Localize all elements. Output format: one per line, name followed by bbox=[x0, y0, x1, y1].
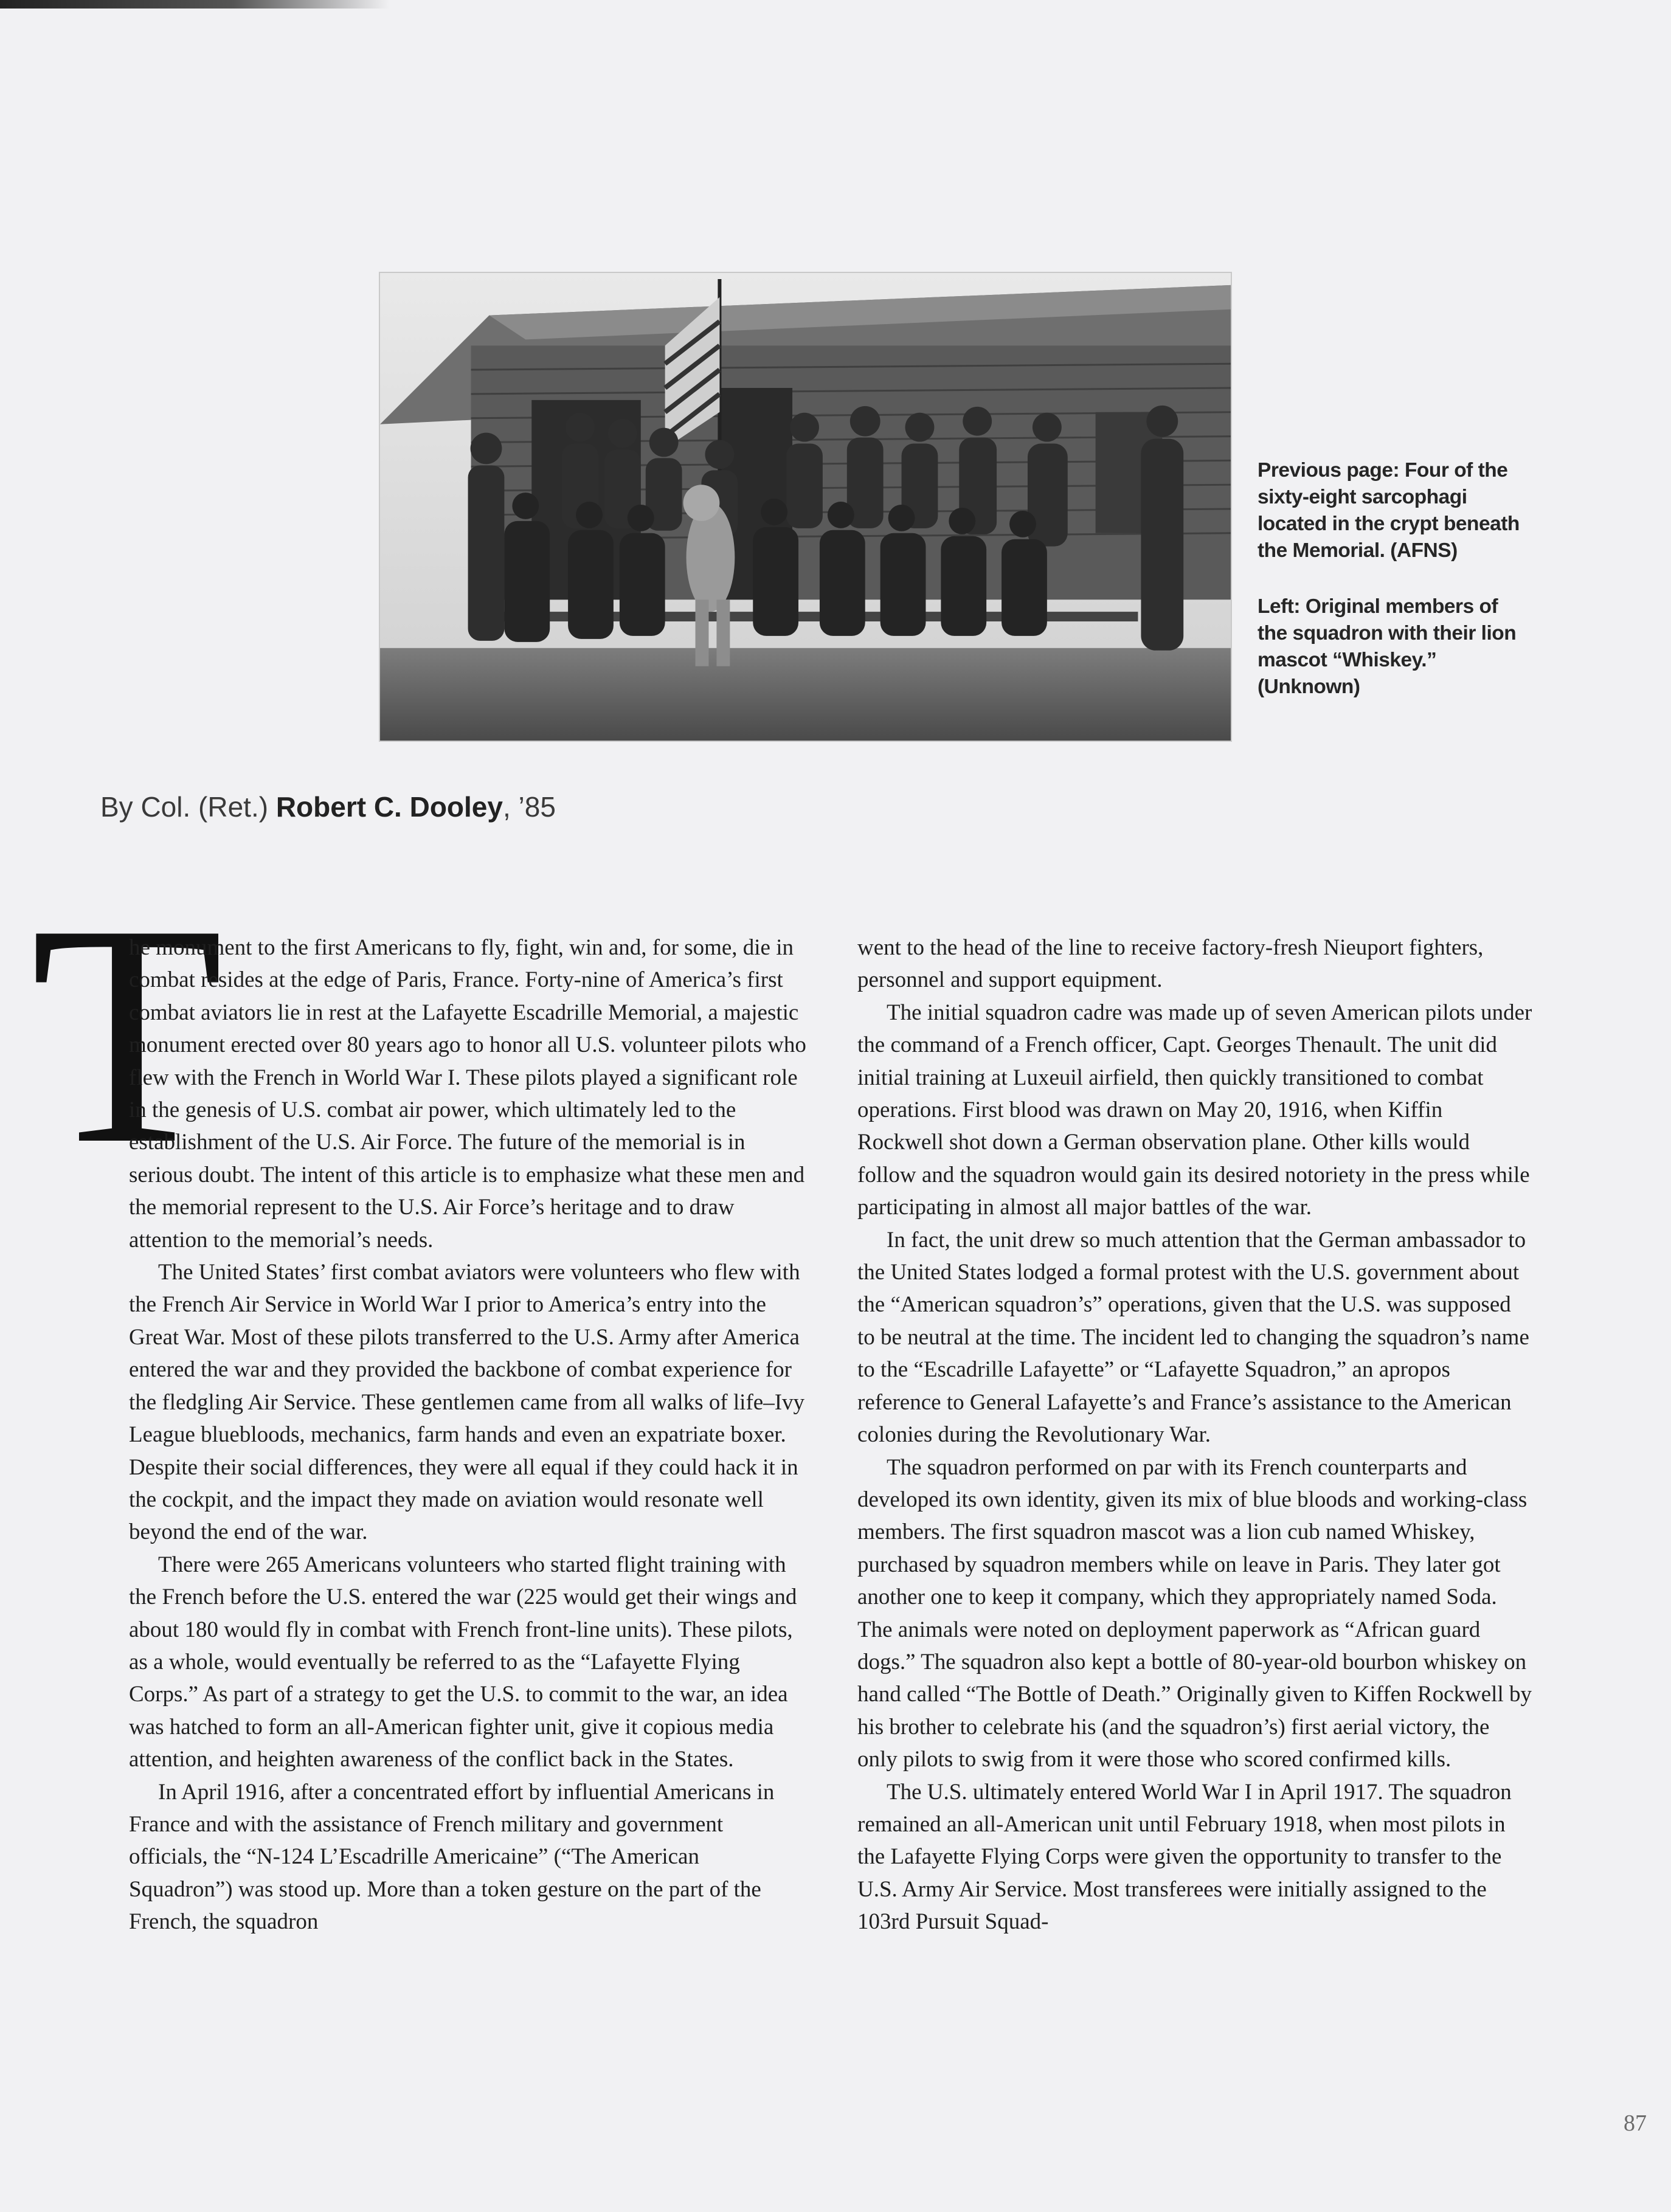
byline-suffix: , ’85 bbox=[502, 791, 556, 823]
byline-author: Robert C. Dooley bbox=[275, 791, 503, 823]
article-paragraph: The U.S. ultimately entered World War I in April 1917. The squadron remained an all-American unit until February 1918, when most pilots in the Lafayette Flying Corps were given the opportunity to transfer to the U.S. Army Air Service. Most transferees were initially assigned to the 103rd Pursuit Squad- bbox=[857, 1779, 1512, 1935]
article-paragraph: There were 265 Americans volunteers who started flight training with the French before the U.S. entered the war (225 would get their wings and about 180 would fly in combat with French front-line units). These pilots, as a whole, would eventually be referred to as the “Lafayette Flying Corps.” As part of a strategy to get the U.S. to commit to the war, an idea was hatched to form an all-American fighter unit, give it copious media attention, and heighten awareness of the conflict back in the States. bbox=[129, 1552, 797, 1772]
caption-left-photo: Left: Original members of the squadron with their lion mascot “Whiskey.” (Unknown) bbox=[1258, 595, 1517, 698]
drop-cap: T bbox=[30, 860, 224, 1209]
article-paragraph: The squadron performed on par with its French counterparts and developed its own identity, given its mix of blue bloods and working-class members. The first squadron mascot was a lion cub named Whiskey, purchased by squadron members while on leave in Paris. They later got another one to keep it company, which they appropriately named Soda. The animals were noted on deployment paperwork as “African guard dogs.” The squadron also kept a bottle of 80-year-old bourbon whiskey on hand called “The Bottle of Death.” Originally given to Kiffen Rockwell by his brother to celebrate his (and the squadron’s) first aerial victory, the only pilots to swig from it were those who scored confirmed kills. bbox=[857, 1454, 1532, 1772]
article-paragraph: In April 1916, after a concentrated effort by influential Americans in France and with the assistance of French military and government officials, the “N-124 L’Escadrille Americaine” (“The American Squadron”) was stood up. More than a token gesture on the part of the French, the squadron bbox=[129, 1779, 775, 1935]
article-paragraph: In fact, the unit drew so much attention that the German ambassador to the United States lodged a formal protest with the U.S. government about the “American squadron’s” operations, given that the U.S. was supposed to be neutral at the time. The incident led to changing the squadron’s name to the “Escadrille Lafayette” or “Lafayette Squadron,” an apropos reference to General Lafayette’s and France’s assistance to the American colonies during the Revolutionary War. bbox=[857, 1227, 1529, 1448]
article-paragraph: he monument to the first Americans to fly, fight, win and, for some, die in combat resides at the edge of Paris, France. Forty-nine of America’s first combat aviators lie in rest at the Lafayette Escadrille Memorial, a majestic monument erected over 80 years ago to honor all U.S. volunteer pilots who flew with the French in World War I. These pilots played a significant role in the genesis of U.S. combat air power, which ultimately led to the establishment of the U.S. Air Force. The future of the memorial is in serious doubt. The intent of this article is to emphasize what these men and the memorial represent to the U.S. Air Force’s heritage and to draw attention to the memorial’s needs. bbox=[129, 935, 806, 1253]
photo-caption bbox=[1258, 457, 1525, 730]
group-photo-icon bbox=[380, 273, 1231, 741]
scan-edge-mark bbox=[0, 0, 389, 9]
article-paragraph: went to the head of the line to receive factory-fresh Nieuport fighters, personnel and support equipment. bbox=[857, 935, 1484, 993]
article-column-left bbox=[129, 931, 807, 1938]
byline-prefix: By Col. (Ret.) bbox=[100, 791, 276, 823]
article-column-right bbox=[857, 931, 1534, 1938]
article-paragraph: The initial squadron cadre was made up of seven American pilots under the command of a French officer, Capt. Georges Thenault. The unit did initial training at Luxeuil airfield, then quickly transitioned to combat operations. First blood was drawn on May 20, 1916, when Kiffin Rockwell shot down a German observation plane. Other kills would follow and the squadron would gain its desired notoriety in the press while participating in almost all major battles of the war. bbox=[857, 1000, 1532, 1220]
byline bbox=[100, 790, 556, 823]
page-number: 87 bbox=[1624, 2110, 1647, 2136]
article-paragraph: The United States’ first combat aviators were volunteers who flew with the French Air Service in World War I prior to America’s entry into the Great War. Most of these pilots transferred to the U.S. Army after America entered the war and they provided the backbone of combat experience for the fledgling Air Service. These gentlemen came from all walks of life–Ivy League bluebloods, mechanics, farm hands and even an expatriate boxer. Despite their social differences, they were all equal if they could hack it in the cockpit, and the impact they made on aviation would resonate well beyond the end of the war. bbox=[129, 1260, 805, 1545]
caption-previous-page: Previous page: Four of the sixty-eight sarcophagi located in the crypt beneath the Memorial. (AFNS) bbox=[1258, 459, 1520, 562]
squadron-group-photo bbox=[379, 272, 1232, 742]
